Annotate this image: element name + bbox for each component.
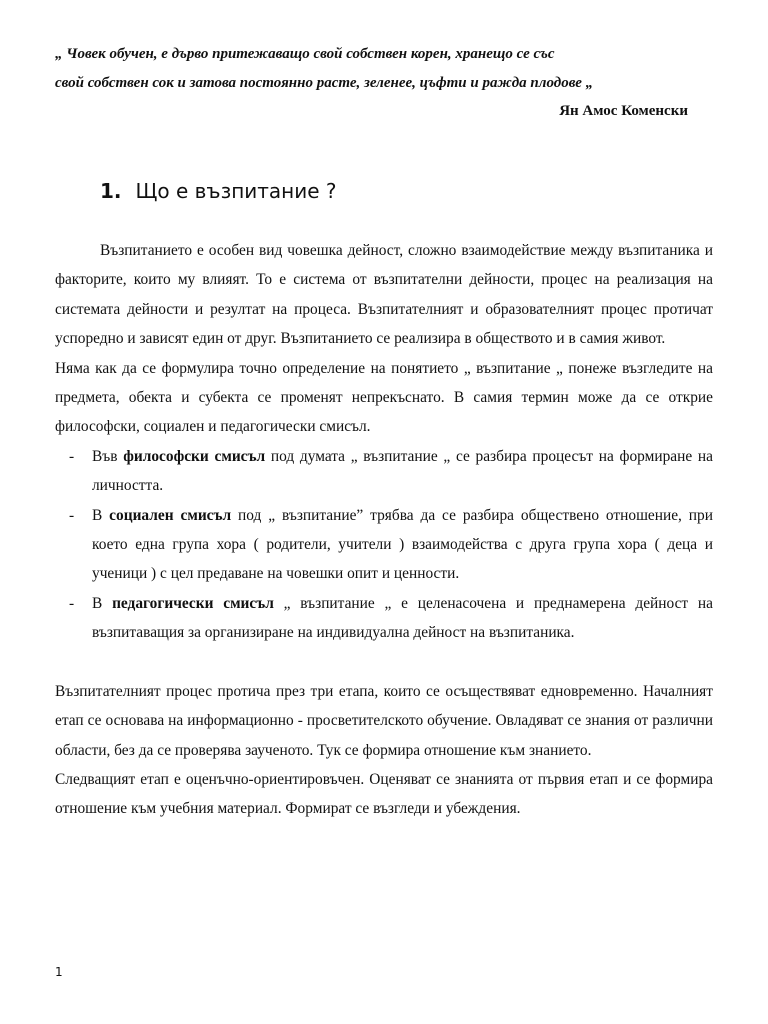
page-number: 1 <box>55 965 63 979</box>
document-body <box>55 236 713 824</box>
bullet-dash: - <box>69 594 75 612</box>
bullet-term: философски смисъл <box>123 447 266 465</box>
epigraph-author: Ян Амос Коменски <box>559 103 688 119</box>
list-item-pedagogical <box>55 589 713 648</box>
epigraph-line-1: „ Човек обучен, е дърво притежаващо свой собствен корен, хранещо се със <box>55 46 555 62</box>
bullet-dash: - <box>69 447 75 465</box>
bullet-term: педагогически смисъл <box>112 594 274 612</box>
epigraph-line-2: свой собствен сок и затова постоянно расте, зеленее, цъфти и ражда плодове „ <box>55 75 594 91</box>
bullet-prefix: В <box>92 506 110 524</box>
paragraph-1: Възпитанието е особен вид човешка дейност, сложно взаимодействие между възпитаника и факторите, които му влияят. То е система от възпитателни дейности, процес на реализация на системата дейности и резултат на процеса. Възпитателният и образователният процес протичат успоредно и зависят един от друг. Възпитанието се реализира в обществото и в самия живот. <box>55 242 713 348</box>
bullet-dash: - <box>69 506 75 524</box>
bullet-term: социален смисъл <box>109 506 232 524</box>
bullet-text: под думата „ възпитание „ се разбира процесът на формиране на личността. <box>92 447 713 495</box>
bullet-prefix: Във <box>92 447 124 465</box>
meaning-list <box>55 442 713 648</box>
paragraph-3: Възпитателният процес протича през три етапа, които се осъществяват едновременно. Началният етап се основава на информационно - просветителското обучение. Овладяват се знания от различни области, без да се проверява заученото. Тук се формира отношение към знанието. <box>55 682 713 759</box>
bullet-text: „ възпитание „ е целенасочена и преднамерена дейност на възпитаващия за организиране на индивидуална дейност на възпитаника. <box>92 594 713 642</box>
paragraph-2: Няма как да се формулира точно определение на понятието „ възпитание „ понеже възгледите на предмета, обекта и субекта се променят непрекъснато. В самия термин може да се открие философски, социален и педагогически смисъл. <box>55 359 713 436</box>
list-item-social <box>55 501 713 589</box>
epigraph-quote <box>55 40 705 98</box>
paragraph-4: Следващият етап е оценъчно-ориентировъчен. Оценяват се знанията от първия етап и се формира отношение към учебния материал. Формират се възгледи и убеждения. <box>55 770 713 818</box>
section-heading <box>100 176 337 206</box>
bullet-prefix: В <box>92 594 113 612</box>
bullet-text: под „ възпитание” трябва да се разбира обществено отношение, при което една група хора ( родители, учители ) взаимодейства с друга група хора ( деца и ученици ) с цел предаване на човешки опит и ценности. <box>92 506 713 583</box>
section-number: 1. <box>100 179 122 203</box>
blank-line <box>55 648 713 677</box>
section-title: Що е възпитание ? <box>135 179 337 203</box>
list-item-philosophical <box>55 442 713 501</box>
